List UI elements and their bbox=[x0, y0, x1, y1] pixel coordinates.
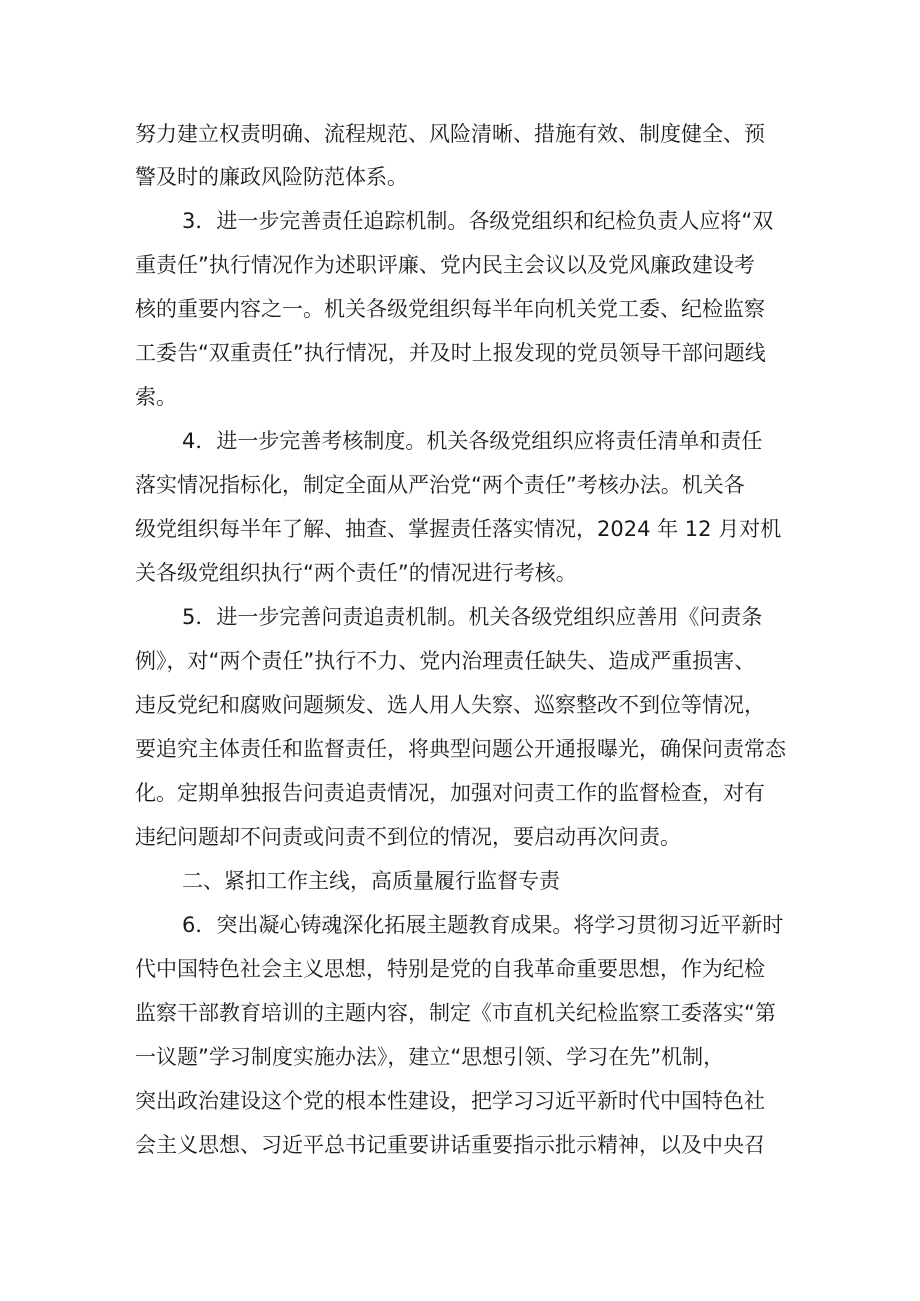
section-heading: 二、紧扣工作主线，高质量履行监督专责 bbox=[182, 869, 560, 893]
text-line: 关各级党组织执行“两个责任”的情况进行考核。 bbox=[135, 561, 577, 585]
text-line: 努力建立权责明确、流程规范、风险清晰、措施有效、制度健全、预 bbox=[135, 122, 765, 146]
text-line: 化。定期单独报告问责追责情况，加强对问责工作的监督检查，对有 bbox=[135, 781, 765, 805]
text-line: 违纪问题却不问责或问责不到位的情况，要启动再次问责。 bbox=[135, 825, 681, 849]
text-line: 违反党纪和腐败问题频发、选人用人失察、巡察整改不到位等情况， bbox=[135, 693, 765, 717]
text-line: 例》，对“两个责任”执行不力、党内治理责任缺失、造成严重损害、 bbox=[135, 649, 756, 673]
text-line: 级党组织每半年了解、抽查、掌握责任落实情况，2024 年 12 月对机 bbox=[135, 517, 782, 541]
text-line: 监察干部教育培训的主题内容，制定《市直机关纪检监察工委落实“第 bbox=[135, 1001, 776, 1025]
text-line: 警及时的廉政风险防范体系。 bbox=[135, 165, 408, 189]
paragraph-4-start: 4．进一步完善考核制度。机关各级党组织应将责任清单和责任 bbox=[182, 429, 763, 453]
text-line: 要追究主体责任和监督责任，将典型问题公开通报曝光，确保问责常态 bbox=[135, 737, 786, 761]
text-line: 核的重要内容之一。机关各级党组织每半年向机关党工委、纪检监察 bbox=[135, 297, 765, 321]
text-line: 索。 bbox=[135, 385, 177, 409]
paragraph-6-start: 6．突出凝心铸魂深化拓展主题教育成果。将学习贯彻习近平新时 bbox=[182, 913, 784, 937]
text-line: 一议题”学习制度实施办法》，建立“思想引领、学习在先”机制， bbox=[135, 1045, 725, 1069]
text-line: 工委告“双重责任”执行情况，并及时上报发现的党员领导干部问题线 bbox=[135, 341, 766, 365]
text-line: 突出政治建设这个党的根本性建设，把学习习近平新时代中国特色社 bbox=[135, 1089, 765, 1113]
text-line: 会主义思想、习近平总书记重要讲话重要指示批示精神，以及中央召 bbox=[135, 1133, 765, 1157]
paragraph-3-start: 3．进一步完善责任追踪机制。各级党组织和纪检负责人应将“双 bbox=[182, 209, 774, 233]
paragraph-5-start: 5．进一步完善问责追责机制。机关各级党组织应善用《问责条 bbox=[182, 605, 763, 629]
text-line: 代中国特色社会主义思想，特别是党的自我革命重要思想，作为纪检 bbox=[135, 957, 765, 981]
text-line: 重责任”执行情况作为述职评廉、党内民主会议以及党风廉政建设考 bbox=[135, 253, 755, 277]
text-line: 落实情况指标化，制定全面从严治党“两个责任”考核办法。机关各 bbox=[135, 473, 745, 497]
